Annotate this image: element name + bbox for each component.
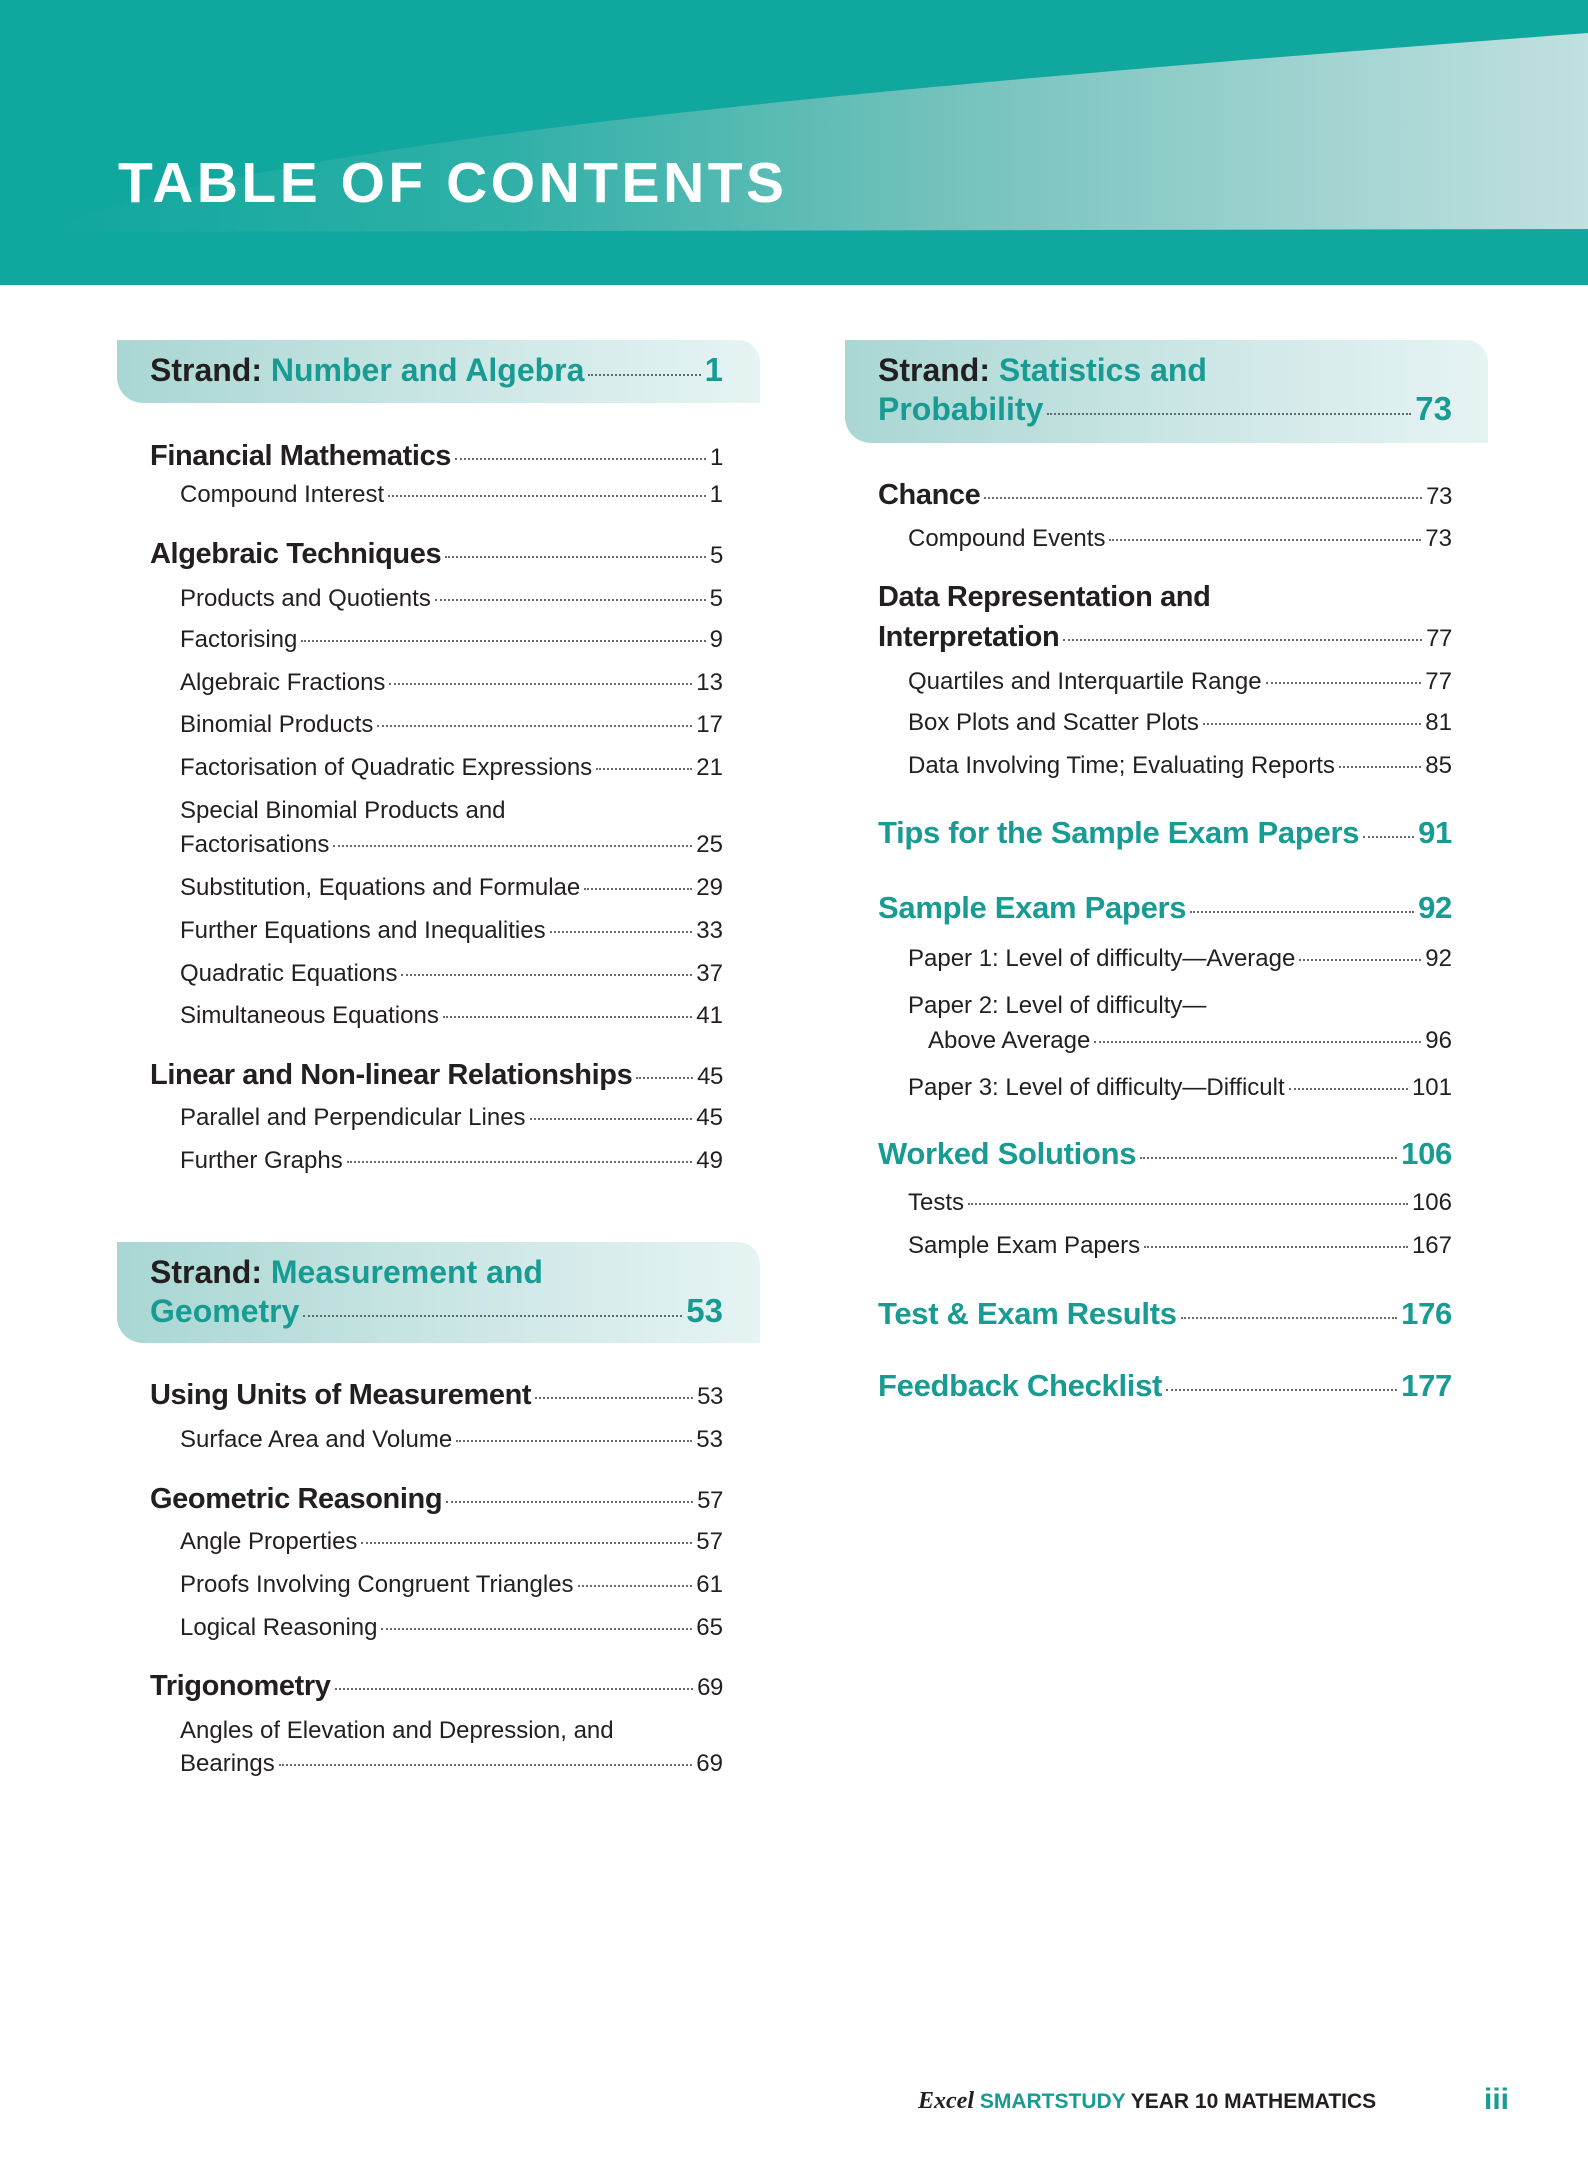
heading-title: Trigonometry	[150, 1670, 331, 1702]
footer-brand: Excel	[918, 2088, 974, 2114]
toc-item[interactable]	[928, 1026, 1452, 1056]
toc-item[interactable]	[180, 1103, 723, 1133]
dot-leader	[333, 845, 692, 847]
toc-heading-data-representation[interactable]	[878, 619, 1452, 657]
dot-leader	[1109, 539, 1421, 541]
toc-item[interactable]	[908, 667, 1452, 697]
page-number: 177	[1401, 1368, 1452, 1403]
dot-leader	[445, 556, 706, 558]
dot-leader	[968, 1203, 1408, 1205]
toc-item[interactable]	[180, 668, 723, 698]
heading-title: Linear and Non-linear Relationships	[150, 1059, 633, 1091]
dot-leader	[361, 1542, 692, 1544]
dot-leader	[401, 974, 692, 976]
header-wedge-graphic	[0, 0, 1588, 285]
toc-strand-measurement-geometry[interactable]	[150, 1292, 723, 1330]
page-number: 73	[1415, 390, 1452, 427]
dot-leader	[636, 1077, 693, 1079]
item-title: Parallel and Perpendicular Lines	[180, 1104, 526, 1131]
page-number: 81	[1425, 709, 1452, 736]
toc-item[interactable]	[908, 944, 1452, 974]
dot-leader	[1181, 1317, 1398, 1319]
toc-strand-number-algebra[interactable]	[150, 351, 723, 389]
page-number: 73	[1425, 525, 1452, 552]
toc-heading-algebraic-techniques[interactable]	[150, 536, 723, 574]
dot-leader	[388, 495, 706, 497]
toc-item[interactable]	[180, 1749, 723, 1779]
page-number: 37	[696, 960, 723, 987]
toc-heading-feedback-checklist[interactable]	[878, 1367, 1452, 1405]
page-number: 53	[686, 1292, 723, 1329]
item-title: Bearings	[180, 1750, 275, 1777]
page-number: 85	[1425, 752, 1452, 779]
page-title: TABLE OF CONTENTS	[118, 151, 788, 215]
dot-leader	[1166, 1389, 1397, 1391]
dot-leader	[455, 458, 706, 460]
dot-leader	[1203, 723, 1421, 725]
toc-strand-measurement-geometry-line1[interactable]	[150, 1253, 723, 1291]
footer-running-title	[918, 2088, 1376, 2115]
page-number: 45	[697, 1063, 723, 1090]
toc-item-line1[interactable]: Paper 2: Level of difficulty—	[908, 992, 1207, 1019]
toc-heading-data-representation-line1[interactable]: Data Representation and	[878, 581, 1211, 613]
dot-leader	[389, 683, 692, 685]
dot-leader	[381, 1628, 692, 1630]
toc-item[interactable]	[180, 1570, 723, 1600]
toc-item-line1[interactable]: Angles of Elevation and Depression, and	[180, 1717, 614, 1744]
toc-strand-statistics-probability[interactable]	[878, 390, 1452, 428]
dot-leader	[1144, 1246, 1408, 1248]
page-number: 29	[696, 874, 723, 901]
strand-prefix: Strand:	[150, 1254, 262, 1290]
strand-prefix: Strand:	[878, 352, 990, 388]
dot-leader	[596, 768, 692, 770]
toc-item[interactable]	[180, 710, 723, 740]
page-number: 69	[696, 1750, 723, 1777]
dot-leader	[530, 1118, 693, 1120]
item-title: Box Plots and Scatter Plots	[908, 709, 1199, 736]
page-number: 106	[1401, 1136, 1452, 1171]
toc-item[interactable]	[180, 959, 723, 989]
dot-leader	[435, 599, 706, 601]
dot-leader	[377, 725, 692, 727]
heading-title: Geometric Reasoning	[150, 1483, 443, 1515]
dot-leader	[335, 1688, 694, 1690]
header-band	[0, 0, 1588, 285]
toc-heading-geometric-reasoning[interactable]	[150, 1481, 723, 1519]
dot-leader	[1063, 639, 1422, 641]
toc-item-line1[interactable]: Special Binomial Products and	[180, 797, 506, 824]
dot-leader	[443, 1016, 692, 1018]
heading-title: Algebraic Techniques	[150, 538, 442, 570]
item-title: Paper 1: Level of difficulty—Average	[908, 945, 1296, 972]
toc-item[interactable]	[908, 751, 1452, 781]
dot-leader	[588, 374, 700, 376]
page-number: 1	[710, 444, 723, 471]
dot-leader	[456, 1440, 692, 1442]
toc-item[interactable]	[180, 753, 723, 783]
strand-name-line2: Geometry	[150, 1293, 300, 1329]
item-title: Products and Quotients	[180, 585, 431, 612]
toc-item[interactable]	[180, 584, 723, 614]
page-number: 25	[696, 831, 723, 858]
page-number: 57	[697, 1487, 723, 1514]
page-number: 53	[696, 1426, 723, 1453]
toc-item[interactable]	[180, 480, 723, 510]
item-title: Further Graphs	[180, 1147, 343, 1174]
page-number: 106	[1411, 1189, 1452, 1216]
heading-title: Sample Exam Papers	[878, 890, 1187, 925]
toc-item[interactable]	[180, 1613, 723, 1643]
toc-heading-chance[interactable]	[878, 477, 1452, 515]
page-number: 45	[696, 1104, 723, 1131]
heading-title: Feedback Checklist	[878, 1368, 1163, 1403]
page-number: 17	[696, 711, 723, 738]
toc-item[interactable]	[180, 830, 723, 860]
page-number: 77	[1426, 625, 1452, 652]
item-title: Logical Reasoning	[180, 1614, 378, 1641]
dot-leader	[535, 1397, 693, 1399]
page-number: 77	[1425, 668, 1452, 695]
strand-name-line2: Probability	[878, 391, 1044, 427]
item-title: Simultaneous Equations	[180, 1002, 439, 1029]
item-title: Compound Events	[908, 525, 1106, 552]
item-title: Factorising	[180, 626, 298, 653]
page-number: 92	[1425, 945, 1452, 972]
toc-item[interactable]	[180, 625, 723, 655]
heading-title: Worked Solutions	[878, 1136, 1137, 1171]
item-title: Above Average	[928, 1027, 1091, 1054]
toc-item[interactable]	[180, 916, 723, 946]
dot-leader	[1299, 959, 1421, 961]
page-number: 13	[696, 669, 723, 696]
item-title: Sample Exam Papers	[908, 1232, 1141, 1259]
toc-item[interactable]	[180, 1146, 723, 1176]
toc-item[interactable]	[180, 873, 723, 903]
page-number: 53	[697, 1383, 723, 1410]
toc-heading-test-exam-results[interactable]	[878, 1295, 1452, 1333]
heading-title: Test & Exam Results	[878, 1296, 1177, 1331]
page-number: 176	[1401, 1296, 1452, 1331]
toc-heading-worked-solutions[interactable]	[878, 1135, 1452, 1173]
dot-leader	[301, 640, 705, 642]
dot-leader	[446, 1501, 693, 1503]
item-title: Tests	[908, 1189, 965, 1216]
item-title: Algebraic Fractions	[180, 669, 386, 696]
toc-item[interactable]	[180, 1425, 723, 1455]
footer-page-number: iii	[1484, 2083, 1510, 2116]
page-number: 9	[709, 626, 723, 653]
dot-leader	[347, 1161, 693, 1163]
dot-leader	[984, 497, 1422, 499]
toc-heading-sample-exam-papers[interactable]	[878, 889, 1452, 927]
item-title: Compound Interest	[180, 481, 385, 508]
footer-book-title: YEAR 10 MATHEMATICS	[1130, 2090, 1377, 2113]
item-title: Angle Properties	[180, 1528, 358, 1555]
dot-leader	[578, 1585, 693, 1587]
dot-leader	[1339, 766, 1421, 768]
strand-name-line1: Statistics and	[998, 352, 1207, 388]
toc-item[interactable]	[908, 1073, 1452, 1103]
item-title: Factorisation of Quadratic Expressions	[180, 754, 593, 781]
toc-item[interactable]	[908, 1231, 1452, 1261]
item-title: Quadratic Equations	[180, 960, 398, 987]
item-title: Binomial Products	[180, 711, 374, 738]
item-title: Proofs Involving Congruent Triangles	[180, 1571, 574, 1598]
toc-heading-linear-relationships[interactable]	[150, 1057, 723, 1095]
page-number: 1	[704, 351, 723, 388]
heading-title: Financial Mathematics	[150, 440, 452, 472]
toc-item[interactable]	[180, 1001, 723, 1031]
page-number: 49	[696, 1147, 723, 1174]
heading-title: Tips for the Sample Exam Papers	[878, 815, 1360, 850]
heading-title: Using Units of Measurement	[150, 1379, 532, 1411]
strand-prefix: Strand:	[150, 352, 262, 388]
toc-heading-trigonometry[interactable]	[150, 1668, 723, 1706]
dot-leader	[1140, 1157, 1397, 1159]
dot-leader	[1289, 1088, 1408, 1090]
item-title: Further Equations and Inequalities	[180, 917, 546, 944]
page-number: 65	[696, 1614, 723, 1641]
toc-item[interactable]	[180, 1527, 723, 1557]
page-number: 41	[696, 1002, 723, 1029]
toc-heading-using-units[interactable]	[150, 1377, 723, 1415]
dot-leader	[1190, 911, 1414, 913]
page-number: 73	[1426, 483, 1452, 510]
page-number: 21	[696, 754, 723, 781]
dot-leader	[550, 931, 693, 933]
page-number: 91	[1418, 815, 1452, 850]
toc-strand-statistics-probability-line1[interactable]	[878, 351, 1452, 389]
dot-leader	[1047, 413, 1411, 415]
page-number: 92	[1418, 890, 1452, 925]
toc-item[interactable]	[908, 1188, 1452, 1218]
item-title: Data Involving Time; Evaluating Reports	[908, 752, 1335, 779]
footer-series: SMARTSTUDY	[979, 2090, 1126, 2113]
strand-name-line1: Measurement and	[270, 1254, 543, 1290]
page-number: 96	[1425, 1027, 1452, 1054]
toc-item[interactable]	[908, 708, 1452, 738]
toc-heading-tips[interactable]	[878, 814, 1452, 852]
item-title: Paper 3: Level of difficulty—Difficult	[908, 1074, 1285, 1101]
page-number: 5	[710, 542, 723, 569]
item-title: Quartiles and Interquartile Range	[908, 668, 1262, 695]
heading-title: Chance	[878, 479, 981, 511]
strand-name: Number and Algebra	[270, 352, 585, 388]
item-title: Substitution, Equations and Formulae	[180, 874, 581, 901]
toc-item[interactable]	[908, 524, 1452, 554]
item-title: Factorisations	[180, 831, 330, 858]
page-number: 61	[696, 1571, 723, 1598]
dot-leader	[279, 1764, 693, 1766]
dot-leader	[584, 888, 692, 890]
page-number: 1	[709, 481, 723, 508]
page-number: 33	[696, 917, 723, 944]
toc-heading-financial-mathematics[interactable]	[150, 438, 723, 476]
dot-leader	[1363, 836, 1414, 838]
page-number: 57	[696, 1528, 723, 1555]
page-number: 167	[1411, 1232, 1452, 1259]
page-number: 5	[709, 585, 723, 612]
page-number: 101	[1411, 1074, 1452, 1101]
dot-leader	[1094, 1041, 1421, 1043]
page-number: 69	[697, 1674, 723, 1701]
dot-leader	[1266, 682, 1422, 684]
item-title: Surface Area and Volume	[180, 1426, 453, 1453]
heading-title: Interpretation	[878, 621, 1060, 653]
dot-leader	[303, 1315, 682, 1317]
